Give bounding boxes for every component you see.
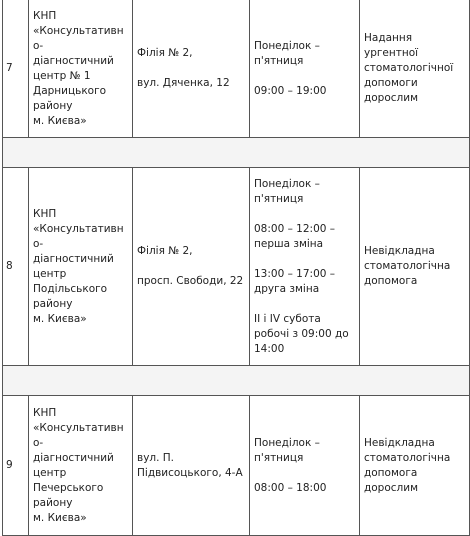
address-cell: Філія № 2, просп. Свободи, 22 [133,168,250,366]
address-cell: Філія № 2, вул. Дяченка, 12 [133,0,250,138]
table-row [3,396,470,536]
organization-cell: КНП «Консультативн о- діагностичний центр № 1 Дарницького району м. Києва» [29,0,133,138]
table-row [3,0,470,138]
schedule-cell: Понеділок – п'ятниця 09:00 – 19:00 [250,0,360,138]
service-cell: Надання ургентної стоматологічної допомоги дорослим [360,0,470,138]
row-number: 9 [3,396,29,536]
organization-cell: КНП «Консультативн о- діагностичний центр Печерського району м. Києва» [29,396,133,536]
clinics-table [2,0,470,536]
spacer-row [3,366,470,396]
table-row [3,168,470,366]
organization-cell: КНП «Консультативн о- діагностичний центр Подільського району м. Києва» [29,168,133,366]
service-cell: Невідкладна стоматологічна допомога [360,168,470,366]
schedule-cell: Понеділок – п'ятниця 08:00 – 18:00 [250,396,360,536]
service-cell: Невідкладна стоматологічна допомога дорослим [360,396,470,536]
row-number: 8 [3,168,29,366]
address-cell: вул. П. Підвисоцького, 4-А [133,396,250,536]
schedule-cell: Понеділок – п'ятниця 08:00 – 12:00 – перша зміна 13:00 – 17:00 – друга зміна ІІ і IV субота робочі з 09:00 до 14:00 [250,168,360,366]
spacer-row [3,138,470,168]
row-number: 7 [3,0,29,138]
